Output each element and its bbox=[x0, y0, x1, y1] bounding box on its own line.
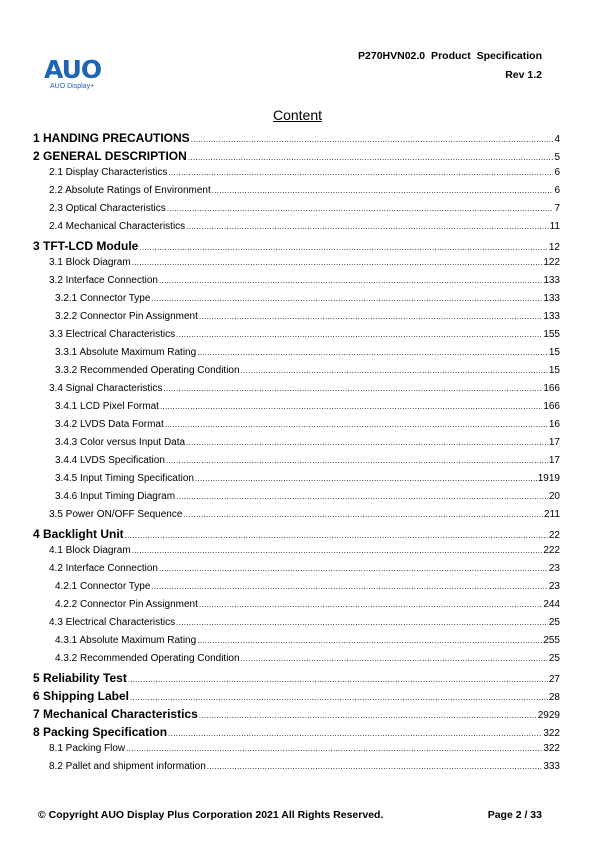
toc-entry-title: 3.2.1 Connector Type bbox=[55, 293, 151, 304]
toc-entry-page: 166 bbox=[543, 401, 560, 412]
toc-entry-title: 1 HANDING PRECAUTIONS bbox=[33, 131, 190, 145]
toc-entry-page: 6 bbox=[554, 185, 560, 196]
toc-entry-page: 23 bbox=[548, 563, 560, 574]
toc-entry[interactable] bbox=[33, 635, 560, 653]
toc-entry-page: 20 bbox=[548, 491, 560, 502]
toc-entry-title: 3.4 Signal Characteristics bbox=[49, 383, 163, 394]
toc-entry[interactable] bbox=[33, 275, 560, 293]
toc-entry[interactable] bbox=[33, 419, 560, 437]
revision-label: Rev 1.2 bbox=[505, 69, 542, 81]
toc-entry[interactable] bbox=[33, 761, 560, 779]
toc-entry-page: 28 bbox=[548, 692, 560, 703]
toc-entry-title: 4.2.2 Connector Pin Assignment bbox=[55, 599, 198, 610]
toc-entry-page: 166 bbox=[543, 383, 560, 394]
dot-leader bbox=[176, 330, 542, 339]
toc-entry[interactable] bbox=[33, 617, 560, 635]
toc-entry[interactable] bbox=[33, 311, 560, 329]
toc-entry[interactable] bbox=[33, 653, 560, 671]
toc-entry-title: 3.3.2 Recommended Operating Condition bbox=[55, 365, 240, 376]
toc-entry-page: 16 bbox=[548, 419, 560, 430]
toc-entry-page: 211 bbox=[544, 509, 560, 520]
toc-entry-title: 3.4.6 Input Timing Diagram bbox=[55, 491, 176, 502]
toc-entry-page: 17 bbox=[548, 437, 560, 448]
toc-entry[interactable] bbox=[33, 707, 560, 725]
toc-entry-title: 2.2 Absolute Ratings of Environment bbox=[49, 185, 211, 196]
dot-leader bbox=[168, 168, 553, 177]
toc-entry-title: 4.3.1 Absolute Maximum Rating bbox=[55, 635, 197, 646]
dot-leader bbox=[197, 348, 548, 357]
toc-entry-title: 2.1 Display Characteristics bbox=[49, 167, 168, 178]
dot-leader bbox=[132, 258, 543, 267]
toc-entry-title: 2 GENERAL DESCRIPTION bbox=[33, 149, 187, 163]
toc-entry[interactable] bbox=[33, 383, 560, 401]
dot-leader bbox=[186, 222, 548, 231]
toc-entry[interactable] bbox=[33, 527, 560, 545]
dot-leader bbox=[199, 600, 542, 609]
toc-entry[interactable] bbox=[33, 239, 560, 257]
dot-leader bbox=[197, 636, 542, 645]
toc-entry-page: 333 bbox=[543, 761, 560, 772]
toc-entry[interactable] bbox=[33, 131, 560, 149]
toc-entry-title: 3.1 Block Diagram bbox=[49, 257, 131, 268]
toc-entry-title: 6 Shipping Label bbox=[33, 689, 130, 703]
toc-entry-page: 1919 bbox=[537, 473, 560, 484]
toc-entry-title: 3.4.1 LCD Pixel Format bbox=[55, 401, 159, 412]
toc-entry[interactable] bbox=[33, 401, 560, 419]
toc-entry[interactable] bbox=[33, 221, 560, 239]
page-title: Content bbox=[272, 107, 323, 123]
toc-entry[interactable] bbox=[33, 167, 560, 185]
toc-entry[interactable] bbox=[33, 545, 560, 563]
toc-entry-title: 3.4.5 Input Timing Specification bbox=[55, 473, 194, 484]
toc-entry-title: 3.4.3 Color versus Input Data bbox=[55, 437, 186, 448]
toc-entry-page: 27 bbox=[548, 674, 560, 685]
toc-entry-page: 22 bbox=[548, 530, 560, 541]
toc-entry-page: 2929 bbox=[537, 710, 560, 721]
toc-entry-page: 322 bbox=[543, 728, 560, 739]
dot-leader bbox=[241, 654, 548, 663]
toc-entry-title: 7 Mechanical Characteristics bbox=[33, 707, 198, 721]
dot-leader bbox=[191, 135, 554, 144]
toc-entry[interactable] bbox=[33, 599, 560, 617]
dot-leader bbox=[168, 729, 542, 738]
toc-entry-title: 3.2.2 Connector Pin Assignment bbox=[55, 311, 198, 322]
toc-entry-title: 8.1 Packing Flow bbox=[49, 743, 126, 754]
toc-entry-page: 133 bbox=[543, 275, 560, 286]
dot-leader bbox=[212, 186, 554, 195]
logo-subtitle: AUO Display+ bbox=[50, 83, 95, 90]
toc-entry[interactable] bbox=[33, 257, 560, 275]
toc-entry-title: 8.2 Pallet and shipment information bbox=[49, 761, 206, 772]
toc-entry-page: 122 bbox=[543, 257, 560, 268]
toc-entry-page: 222 bbox=[543, 545, 560, 556]
dot-leader bbox=[128, 675, 548, 684]
dot-leader bbox=[199, 312, 542, 321]
toc-entry-page: 322 bbox=[543, 743, 560, 754]
toc-entry-title: 4 Backlight Unit bbox=[33, 527, 124, 541]
dot-leader bbox=[160, 402, 542, 411]
toc-entry-title: 4.2 Interface Connection bbox=[49, 563, 158, 574]
dot-leader bbox=[159, 564, 548, 573]
toc-entry-title: 3.3 Electrical Characteristics bbox=[49, 329, 176, 340]
toc-entry-title: 2.4 Mechanical Characteristics bbox=[49, 221, 186, 232]
dot-leader bbox=[167, 204, 554, 213]
dot-leader bbox=[165, 420, 548, 429]
dot-leader bbox=[186, 438, 548, 447]
dot-leader bbox=[166, 456, 548, 465]
toc-entry-page: 133 bbox=[543, 311, 560, 322]
toc-entry[interactable] bbox=[33, 743, 560, 761]
toc-entry-title: 3.2 Interface Connection bbox=[49, 275, 158, 286]
dot-leader bbox=[199, 711, 537, 720]
toc-entry-page: 23 bbox=[548, 581, 560, 592]
toc-entry-title: 3.4.4 LVDS Specification bbox=[55, 455, 165, 466]
toc-entry[interactable] bbox=[33, 293, 560, 311]
dot-leader bbox=[176, 618, 548, 627]
dot-leader bbox=[126, 744, 542, 753]
toc-entry-page: 15 bbox=[548, 347, 560, 358]
toc-entry-page: 244 bbox=[543, 599, 560, 610]
toc-entry[interactable] bbox=[33, 671, 560, 689]
toc-entry-page: 25 bbox=[548, 653, 560, 664]
toc-entry-page: 25 bbox=[548, 617, 560, 628]
toc-entry[interactable] bbox=[33, 347, 560, 365]
toc-entry[interactable] bbox=[33, 203, 560, 221]
toc-entry-title: 3.4.2 LVDS Data Format bbox=[55, 419, 164, 430]
toc-entry-title: 3 TFT-LCD Module bbox=[33, 239, 139, 253]
toc-entry[interactable] bbox=[33, 185, 560, 203]
dot-leader bbox=[139, 243, 548, 252]
toc-entry-title: 4.3.2 Recommended Operating Condition bbox=[55, 653, 240, 664]
toc-entry-page: 155 bbox=[543, 329, 560, 340]
dot-leader bbox=[176, 492, 548, 501]
toc-entry-page: 17 bbox=[548, 455, 560, 466]
logo-mark: AUO bbox=[44, 55, 102, 84]
toc-entry-title: 8 Packing Specification bbox=[33, 725, 168, 739]
company-logo bbox=[44, 55, 114, 90]
toc-entry-page: 4 bbox=[554, 134, 560, 145]
toc-entry-page: 15 bbox=[548, 365, 560, 376]
toc-entry[interactable] bbox=[33, 491, 560, 509]
toc-entry[interactable] bbox=[33, 329, 560, 347]
toc-entry[interactable] bbox=[33, 455, 560, 473]
toc-entry-page: 11 bbox=[549, 221, 560, 232]
toc-entry-title: 3.3.1 Absolute Maximum Rating bbox=[55, 347, 197, 358]
toc-entry-page: 7 bbox=[554, 203, 560, 214]
dot-leader bbox=[125, 531, 548, 540]
toc-entry-title: 4.2.1 Connector Type bbox=[55, 581, 151, 592]
toc-entry[interactable] bbox=[33, 689, 560, 707]
toc-entry[interactable] bbox=[33, 725, 560, 743]
dot-leader bbox=[159, 276, 542, 285]
dot-leader bbox=[188, 153, 554, 162]
toc-entry-page: 133 bbox=[543, 293, 560, 304]
dot-leader bbox=[130, 693, 548, 702]
toc-entry-page: 6 bbox=[554, 167, 560, 178]
document-title-header: P270HVN02.0 Product Specification bbox=[358, 50, 542, 62]
toc-entry[interactable] bbox=[33, 437, 560, 455]
dot-leader bbox=[241, 366, 548, 375]
table-of-contents bbox=[33, 131, 560, 779]
dot-leader bbox=[163, 384, 542, 393]
toc-entry-page: 5 bbox=[554, 152, 560, 163]
toc-entry-title: 5 Reliability Test bbox=[33, 671, 127, 685]
toc-entry[interactable] bbox=[33, 473, 560, 491]
toc-entry-page: 255 bbox=[543, 635, 560, 646]
toc-entry-page: 12 bbox=[548, 242, 560, 253]
toc-entry-title: 2.3 Optical Characteristics bbox=[49, 203, 166, 214]
toc-entry[interactable] bbox=[33, 563, 560, 581]
page-number: Page 2 / 33 bbox=[487, 809, 542, 821]
toc-entry-title: 4.3 Electrical Characteristics bbox=[49, 617, 176, 628]
dot-leader bbox=[132, 546, 543, 555]
dot-leader bbox=[207, 762, 543, 771]
toc-entry-title: 3.5 Power ON/OFF Sequence bbox=[49, 509, 183, 520]
toc-entry[interactable] bbox=[33, 509, 560, 527]
dot-leader bbox=[195, 474, 537, 483]
copyright-notice: © Copyright AUO Display Plus Corporation 2021 All Rights Reserved. bbox=[38, 809, 384, 821]
dot-leader bbox=[183, 510, 543, 519]
toc-entry-title: 4.1 Block Diagram bbox=[49, 545, 131, 556]
dot-leader bbox=[151, 582, 547, 591]
toc-entry[interactable] bbox=[33, 581, 560, 599]
toc-entry[interactable] bbox=[33, 149, 560, 167]
toc-entry[interactable] bbox=[33, 365, 560, 383]
dot-leader bbox=[151, 294, 542, 303]
